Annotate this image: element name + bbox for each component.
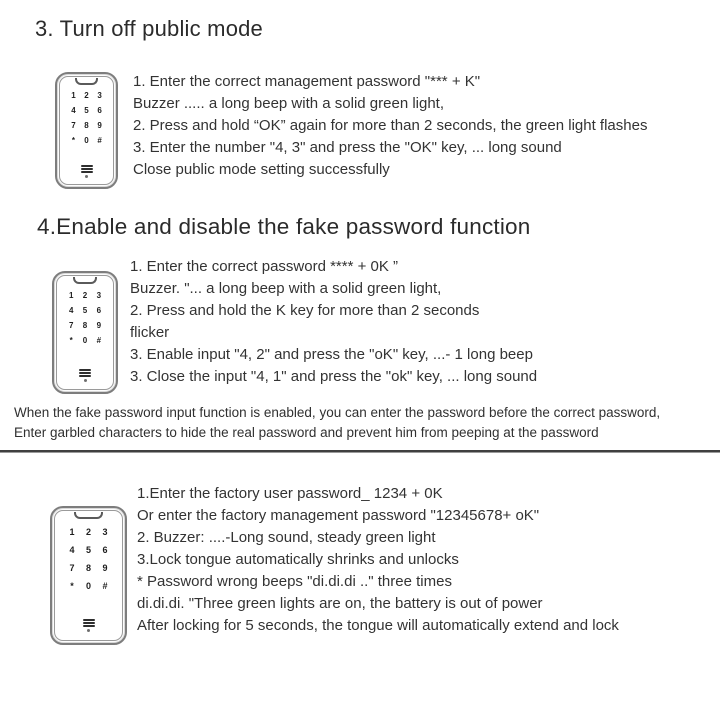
- instruction-line: Close public mode setting successfully: [133, 161, 390, 178]
- keypad-key: 0: [84, 136, 89, 146]
- keypad-key: 8: [85, 563, 91, 574]
- speaker-icon: [81, 165, 93, 178]
- keypad-key: 9: [97, 121, 102, 131]
- instruction-line: 2. Press and hold “OK” again for more than 2 seconds, the green light flashes: [133, 117, 648, 134]
- keypad-key: 7: [68, 320, 74, 330]
- keypad-key: *: [69, 335, 73, 345]
- keypad-key: 4: [69, 545, 75, 556]
- keypad-key: #: [97, 136, 102, 146]
- speaker-icon: [79, 369, 91, 382]
- keypad-key: #: [102, 581, 108, 592]
- keypad-notch: [73, 277, 97, 284]
- keypad-key: 4: [68, 305, 74, 315]
- section3-heading: 3. Turn off public mode: [35, 16, 263, 41]
- keypad-key: 3: [96, 290, 102, 300]
- keypad-key: 7: [71, 121, 76, 131]
- speaker-icon: [83, 619, 95, 632]
- keypad-key: 1: [69, 527, 75, 538]
- section4-heading: 4.Enable and disable the fake password function: [37, 214, 531, 239]
- instruction-line: 2. Buzzer: ....-Long sound, steady green light: [137, 529, 436, 546]
- keypad-key: *: [70, 581, 74, 592]
- factory-password-instructions: [137, 483, 619, 637]
- instruction-line: 1.Enter the factory user password_ 1234 + 0K: [137, 485, 443, 502]
- note-line: When the fake password input function is enabled, you can enter the password before the correct password,: [14, 405, 661, 420]
- instruction-line: 3.Lock tongue automatically shrinks and unlocks: [137, 551, 459, 568]
- keypad-key: 3: [97, 91, 102, 101]
- keypad-key: 5: [82, 305, 88, 315]
- keypad-key: 6: [102, 545, 108, 556]
- keypad-key: 2: [84, 91, 89, 101]
- keypad-face: [54, 510, 123, 641]
- instruction-line: 3. Enter the number "4, 3" and press the "OK" key, ... long sound: [133, 139, 562, 156]
- keypad-key: 2: [85, 527, 91, 538]
- instruction-line: Buzzer. "... a long beep with a solid green light,: [130, 280, 442, 297]
- instruction-line: * Password wrong beeps "di.di.di .." three times: [137, 573, 452, 590]
- instruction-line: 2. Press and hold the K key for more than 2 seconds: [130, 302, 480, 319]
- keypad-key: 9: [96, 320, 102, 330]
- section3-instructions: [133, 71, 647, 181]
- section-divider: [0, 450, 720, 453]
- instruction-line: flicker: [130, 324, 170, 341]
- keypad-keys-grid: [67, 92, 106, 145]
- keypad-illustration-1: [55, 72, 118, 189]
- keypad-key: 7: [69, 563, 75, 574]
- keypad-key: 5: [84, 106, 89, 116]
- keypad-illustration-3: [50, 506, 127, 645]
- keypad-key: 1: [71, 91, 76, 101]
- keypad-key: 2: [82, 290, 88, 300]
- keypad-keys-grid: [64, 528, 114, 590]
- keypad-key: 3: [102, 527, 108, 538]
- keypad-face: [56, 275, 114, 390]
- instruction-line: Or enter the factory management password "12345678+ oK": [137, 507, 540, 524]
- keypad-key: 9: [102, 563, 108, 574]
- keypad-keys-grid: [64, 292, 105, 345]
- instruction-line: 1. Enter the correct password **** + 0K ”: [130, 258, 399, 275]
- keypad-face: [59, 76, 114, 185]
- fake-password-note: [14, 403, 660, 443]
- keypad-illustration-2: [52, 271, 118, 394]
- keypad-key: *: [71, 136, 75, 146]
- instruction-line: 3. Enable input "4, 2" and press the "oK" key, ...- 1 long beep: [130, 346, 533, 363]
- section4-instructions: [130, 256, 537, 388]
- note-line: Enter garbled characters to hide the real password and prevent him from peeping at the password: [14, 425, 599, 440]
- instruction-line: Buzzer ..... a long beep with a solid green light,: [133, 95, 445, 112]
- keypad-key: 1: [68, 290, 74, 300]
- keypad-key: 8: [82, 320, 88, 330]
- keypad-notch: [75, 78, 97, 85]
- keypad-notch: [74, 512, 102, 519]
- keypad-key: 8: [84, 121, 89, 131]
- instruction-line: 1. Enter the correct management password "*** + K": [133, 73, 481, 90]
- keypad-key: #: [96, 335, 102, 345]
- keypad-key: 0: [85, 581, 91, 592]
- instruction-line: 3. Close the input "4, 1" and press the "ok" key, ... long sound: [130, 368, 538, 385]
- keypad-key: 6: [96, 305, 102, 315]
- keypad-key: 6: [97, 106, 102, 116]
- instruction-line: After locking for 5 seconds, the tongue will automatically extend and lock: [137, 617, 619, 634]
- keypad-key: 5: [85, 545, 91, 556]
- instruction-line: di.di.di. "Three green lights are on, the battery is out of power: [137, 595, 543, 612]
- keypad-key: 0: [82, 335, 88, 345]
- keypad-key: 4: [71, 106, 76, 116]
